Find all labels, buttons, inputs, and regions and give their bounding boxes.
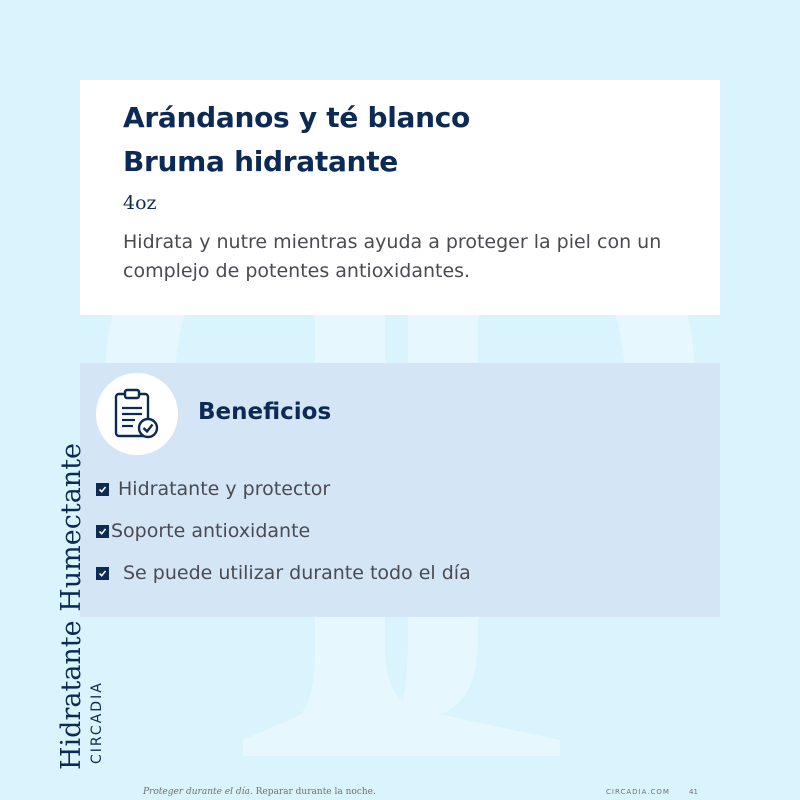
footer-tagline-regular: Reparar durante la noche. [255, 787, 376, 797]
benefit-item [96, 520, 310, 542]
product-title-line2: Bruma hidratante [123, 145, 398, 178]
page-number: 41 [689, 788, 698, 796]
footer-url: CIRCADIA.COM [606, 788, 670, 796]
footer-tagline-italic: Proteger durante el día. [143, 787, 253, 797]
benefits-badge [96, 373, 178, 455]
benefit-item [96, 562, 471, 584]
benefits-panel [80, 363, 720, 617]
clipboard-check-icon [113, 388, 161, 442]
sidebar-title-text: Hidratante Humectante [56, 442, 87, 770]
benefits-heading: Beneficios [198, 399, 332, 425]
benefit-item-text: Soporte antioxidante [111, 520, 311, 542]
product-card [80, 80, 720, 315]
benefit-item-text: Hidratante y protector [118, 478, 331, 500]
footer-tagline [143, 787, 376, 797]
vertical-sidebar-title [56, 443, 106, 770]
product-description: Hidrata y nutre mientras ayuda a proteger la piel con un complejo de potentes antioxidantes. [123, 231, 662, 282]
product-title [123, 96, 690, 184]
benefit-item-text: Se puede utilizar durante todo el día [123, 562, 471, 584]
benefit-item [96, 478, 330, 500]
product-title-line1: Arándanos y té blanco [123, 101, 470, 134]
sidebar-brand-text: CIRCADIA [89, 681, 105, 764]
product-size: 4oz [123, 192, 157, 214]
